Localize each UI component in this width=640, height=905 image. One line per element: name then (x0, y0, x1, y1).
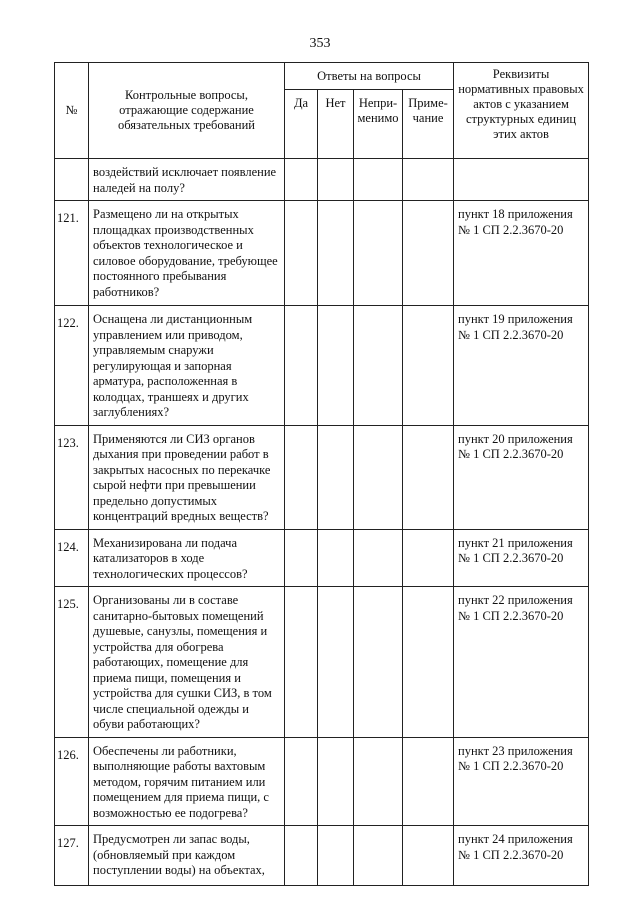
answer-note-cell[interactable] (403, 529, 454, 587)
row-num: 125. (55, 587, 89, 738)
table-row (55, 306, 589, 426)
row-num: 126. (55, 737, 89, 826)
row-ref: пункт 18 приложения № 1 СП 2.2.3670-20 (454, 201, 589, 306)
answer-na-cell[interactable] (354, 159, 403, 201)
answer-no-cell[interactable] (318, 201, 354, 306)
answer-na-cell[interactable] (354, 826, 403, 886)
table-row (55, 425, 589, 529)
row-question: Обеспечены ли работники, выполняющие работы вахтовым методом, горячим питанием или помещением для приема пищи, с возможностью ее подогрева? (89, 737, 285, 826)
answer-note-cell[interactable] (403, 425, 454, 529)
header-question: Контрольные вопросы, отражающие содержание обязательных требований (89, 63, 285, 159)
row-num (55, 159, 89, 201)
answer-yes-cell[interactable] (285, 306, 318, 426)
row-ref (454, 159, 589, 201)
answer-note-cell[interactable] (403, 201, 454, 306)
header-answer-note: Приме- чание (403, 90, 454, 159)
answer-note-cell[interactable] (403, 159, 454, 201)
row-question: Организованы ли в составе санитарно-бытовых помещений душевые, санузлы, помещения и устройства для обогрева работающих, помещение для приема пищи, помещения и устройства для сушки СИЗ, в том числе специальной одежды и обуви работающих? (89, 587, 285, 738)
answer-note-cell[interactable] (403, 587, 454, 738)
answer-yes-cell[interactable] (285, 737, 318, 826)
row-ref: пункт 19 приложения № 1 СП 2.2.3670-20 (454, 306, 589, 426)
row-ref: пункт 24 приложения № 1 СП 2.2.3670-20 (454, 826, 589, 886)
row-question: Оснащена ли дистанционным управлением или приводом, управляемым снаружи регулирующая и запорная арматура, расположенная в колодцах, траншеях и других заглублениях? (89, 306, 285, 426)
row-ref: пункт 21 приложения № 1 СП 2.2.3670-20 (454, 529, 589, 587)
header-answers: Ответы на вопросы (285, 63, 454, 90)
answer-note-cell[interactable] (403, 306, 454, 426)
answer-no-cell[interactable] (318, 737, 354, 826)
row-question: Механизирована ли подача катализаторов в ходе технологических процессов? (89, 529, 285, 587)
row-ref: пункт 22 приложения № 1 СП 2.2.3670-20 (454, 587, 589, 738)
answer-yes-cell[interactable] (285, 201, 318, 306)
table-row (55, 826, 589, 886)
table-row (55, 737, 589, 826)
row-ref: пункт 20 приложения № 1 СП 2.2.3670-20 (454, 425, 589, 529)
answer-no-cell[interactable] (318, 529, 354, 587)
row-num: 123. (55, 425, 89, 529)
answer-na-cell[interactable] (354, 306, 403, 426)
header-answer-yes: Да (285, 90, 318, 159)
answer-yes-cell[interactable] (285, 587, 318, 738)
answer-no-cell[interactable] (318, 159, 354, 201)
header-requisites: Реквизиты нормативных правовых актов с указанием структурных единиц этих актов (454, 63, 589, 159)
row-question: Предусмотрен ли запас воды, (обновляемый при каждом поступлении воды) на объектах, (89, 826, 285, 886)
answer-yes-cell[interactable] (285, 159, 318, 201)
header-answer-na: Непри- менимо (354, 90, 403, 159)
row-num: 124. (55, 529, 89, 587)
answer-no-cell[interactable] (318, 826, 354, 886)
row-question: Размещено ли на открытых площадках производственных объектов технологическое и силовое оборудование, требующее постоянного пребывания работников? (89, 201, 285, 306)
answer-na-cell[interactable] (354, 737, 403, 826)
row-num: 127. (55, 826, 89, 886)
answer-na-cell[interactable] (354, 425, 403, 529)
row-question: воздействий исключает появление наледей на полу? (89, 159, 285, 201)
answer-no-cell[interactable] (318, 425, 354, 529)
answer-yes-cell[interactable] (285, 529, 318, 587)
answer-no-cell[interactable] (318, 306, 354, 426)
table-row (55, 587, 589, 738)
answer-na-cell[interactable] (354, 201, 403, 306)
table-row (55, 201, 589, 306)
row-num: 121. (55, 201, 89, 306)
page-number: 353 (309, 36, 331, 51)
header-num: № (55, 63, 89, 159)
answer-no-cell[interactable] (318, 587, 354, 738)
table-row (55, 529, 589, 587)
row-question: Применяются ли СИЗ органов дыхания при проведении работ в закрытых насосных по перекачке сырой нефти при превышении предельно допустимых концентраций вредных веществ? (89, 425, 285, 529)
answer-note-cell[interactable] (403, 737, 454, 826)
row-ref: пункт 23 приложения № 1 СП 2.2.3670-20 (454, 737, 589, 826)
row-num: 122. (55, 306, 89, 426)
answer-yes-cell[interactable] (285, 425, 318, 529)
answer-yes-cell[interactable] (285, 826, 318, 886)
header-answer-no: Нет (318, 90, 354, 159)
checklist-table (54, 62, 589, 886)
table-row (55, 159, 589, 201)
answer-na-cell[interactable] (354, 529, 403, 587)
answer-na-cell[interactable] (354, 587, 403, 738)
answer-note-cell[interactable] (403, 826, 454, 886)
